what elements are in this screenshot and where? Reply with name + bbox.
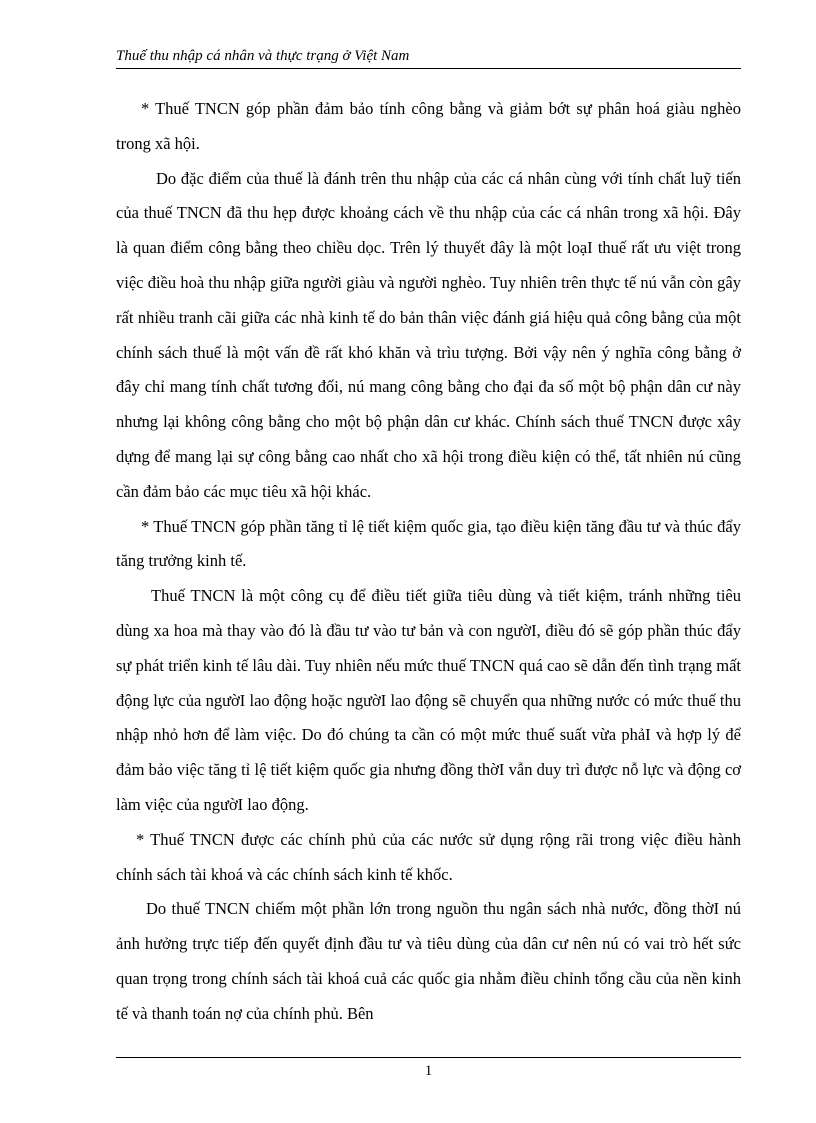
paragraph: Do đặc điểm của thuế là đánh trên thu nhập của các cá nhân cùng với tính chất luỹ tiến của thuế TNCN đã thu hẹp được khoảng cách về thu nhập của các cá nhân trong xã hội. Đây là quan điểm công bằng theo chiều dọc. Trên lý thuyết đây là một loạI thuế rất ưu việt trong việc điều hoà thu nhập giữa người giàu và người nghèo. Tuy nhiên trên thực tế nú vẫn còn gây rất nhiều tranh cãi giữa các nhà kinh tế do bản thân việc đánh giá hiệu quả công bằng của một chính sách thuế là một vấn đề rất khó khăn và trìu tượng. Bởi vậy nên ý nghĩa công bằng ở đây chỉ mang tính chất tương đối, nú mang công bằng cho đại đa số một bộ phận dân cư này nhưng lại không công bằng cho một bộ phận dân cư khác. Chính sách thuế TNCN được xây dựng để mang lại sự công bằng cao nhất cho xã hội trong điều kiện có thể, tất nhiên nú cũng cần đảm bảo các mục tiêu xã hội khác. [116,168,741,501]
paragraph: Do thuế TNCN chiếm một phần lớn trong nguồn thu ngân sách nhà nước, đồng thờI nú ảnh hưởng trực tiếp đến quyết định đầu tư và tiêu dùng của dân cư nên nú có vai trò hết sức quan trọng trong chính sách tài khoá cuả các quốc gia nhằm điều chỉnh tổng cầu của nền kinh tế và thanh toán nợ của chính phủ. Bên [116,899,741,1023]
document-body [116,92,741,1032]
paragraph: * Thuế TNCN góp phần đảm bảo tính công bằng và giảm bớt sự phân hoá giàu nghèo trong xã hội. [116,99,741,153]
paragraph: * Thuế TNCN được các chính phủ của các nước sử dụng rộng rãi trong việc điều hành chính sách tài khoá và các chính sách kinh tế khốc. [116,829,741,884]
page-header-title: Thuế thu nhập cá nhân và thực trạng ở Việt Nam [116,48,410,64]
paragraph: * Thuế TNCN góp phần tăng tỉ lệ tiết kiệm quốc gia, tạo điều kiện tăng đầu tư và thúc đẩy tăng trưởng kinh tế. [116,516,741,571]
page-number: 1 [424,1063,433,1079]
footer-rule [116,1057,741,1058]
page-header [116,44,741,69]
paragraph: Thuế TNCN là một công cụ để điều tiết giữa tiêu dùng và tiết kiệm, tránh những tiêu dùng xa hoa mà thay vào đó là đầu tư vào tư bản và con ngườI, điều đó sẽ góp phần thúc đẩy sự phát triển kinh tế lâu dài. Tuy nhiên nếu mức thuế TNCN quá cao sẽ dẫn đến tình trạng mất động lực của ngườI lao động hoặc ngườI lao động sẽ chuyển qua những nước có mức thuế thu nhập nhỏ hơn để làm việc. Do đó chúng ta cần có một mức thuế suất vừa phảI và hợp lý để đảm bảo việc tăng tỉ lệ tiết kiệm quốc gia nhưng đồng thờI vẫn duy trì được nỗ lực và động cơ làm việc của ngườI lao động. [116,586,741,814]
